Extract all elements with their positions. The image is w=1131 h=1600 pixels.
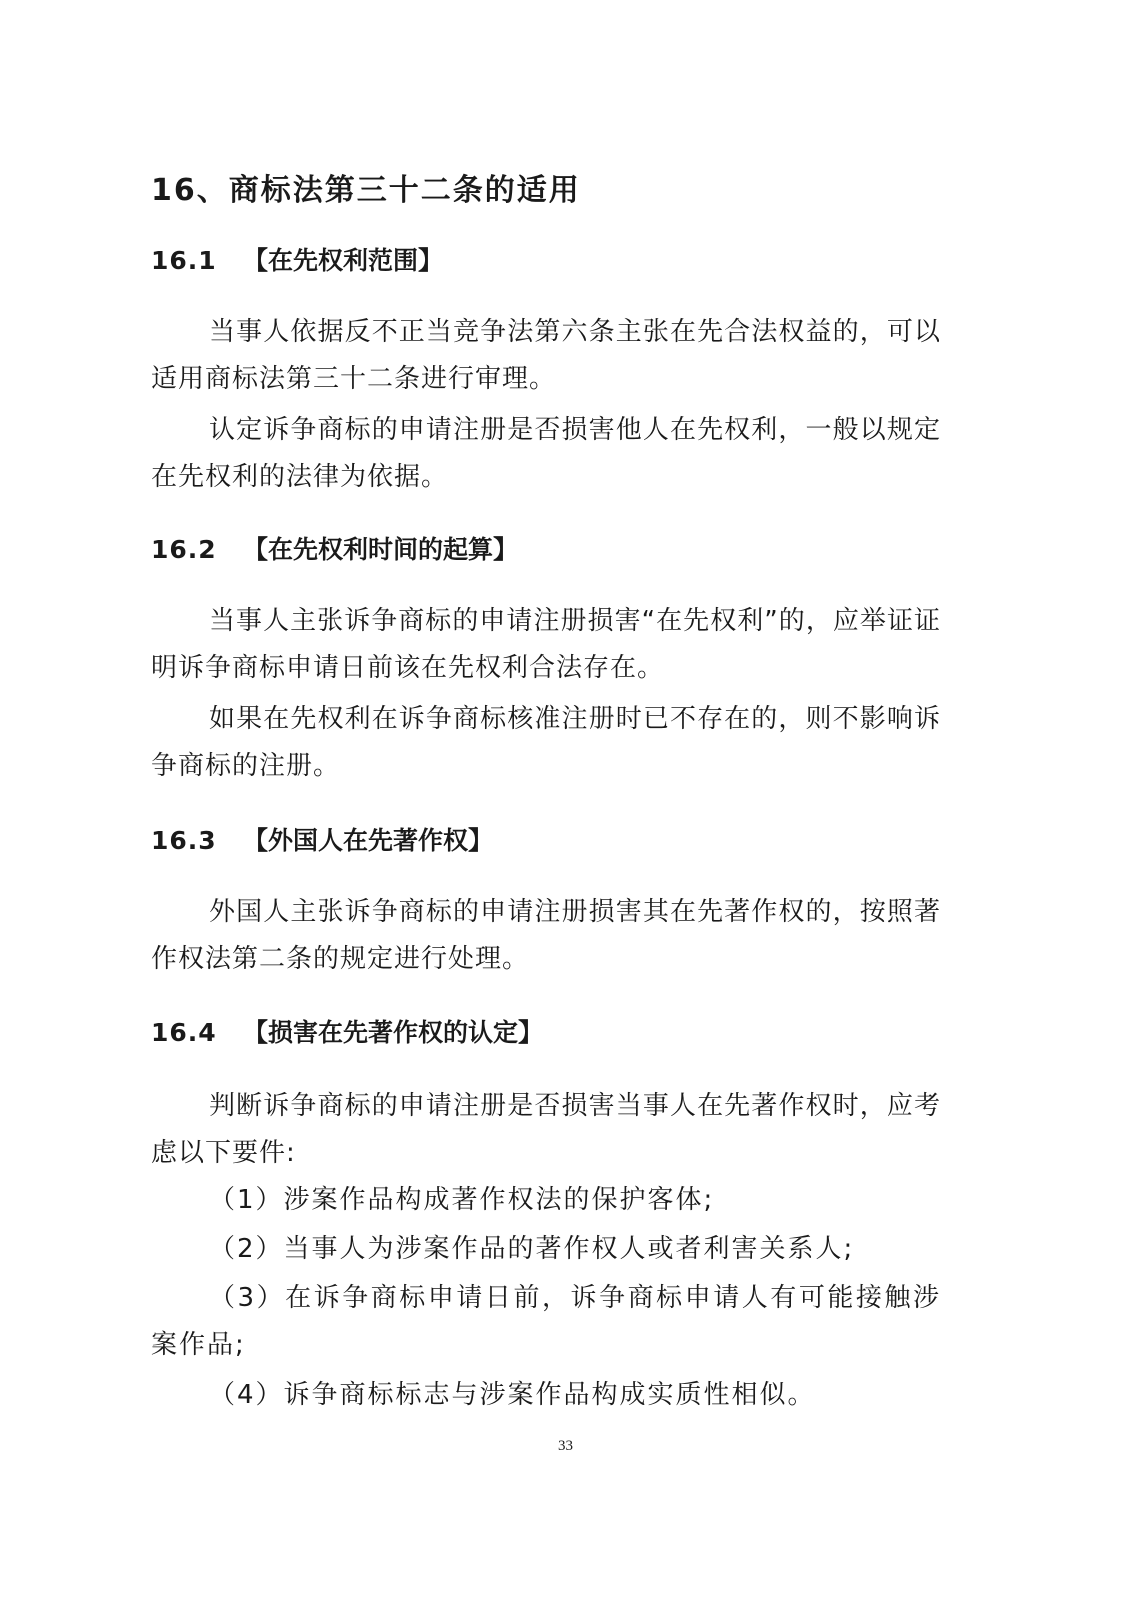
- paragraph: 认定诉争商标的申请注册是否损害他人在先权利，一般以规定在先权利的法律为依据。: [151, 415, 941, 492]
- subsection-title: 【在先权利范围】: [243, 246, 444, 275]
- list-item: （3）在诉争商标申请日前，诉争商标申请人有可能接触涉案作品;: [151, 1283, 941, 1360]
- subsection-title: 【在先权利时间的起算】: [243, 535, 519, 564]
- subsection-heading-16-3: [151, 824, 493, 858]
- paragraph: 当事人依据反不正当竞争法第六条主张在先合法权益的，可以适用商标法第三十二条进行审理。: [151, 317, 941, 394]
- subsection-heading-16-4: [151, 1016, 543, 1050]
- subsection-number: 16.2: [151, 535, 217, 564]
- paragraph: 如果在先权利在诉争商标核准注册时已不存在的，则不影响诉争商标的注册。: [151, 704, 941, 781]
- subsection-number: 16.3: [151, 826, 217, 855]
- paragraph: 当事人主张诉争商标的申请注册损害“在先权利”的，应举证证明诉争商标申请日前该在先权利合法存在。: [151, 606, 941, 683]
- list-item: （4）诉争商标标志与涉案作品构成实质性相似。: [209, 1380, 816, 1410]
- page-number: 33: [558, 1438, 573, 1454]
- subsection-number: 16.4: [151, 1018, 217, 1047]
- section-title: 16、商标法第三十二条的适用: [151, 173, 581, 208]
- subsection-title: 【损害在先著作权的认定】: [243, 1018, 544, 1047]
- subsection-title: 【外国人在先著作权】: [243, 826, 494, 855]
- subsection-heading-16-2: [151, 533, 518, 567]
- subsection-heading-16-1: [151, 244, 443, 278]
- list-item: （2）当事人为涉案作品的著作权人或者利害关系人;: [209, 1234, 855, 1264]
- paragraph: 判断诉争商标的申请注册是否损害当事人在先著作权时，应考虑以下要件:: [151, 1091, 941, 1168]
- paragraph: 外国人主张诉争商标的申请注册损害其在先著作权的，按照著作权法第二条的规定进行处理。: [151, 897, 941, 974]
- subsection-number: 16.1: [151, 246, 217, 275]
- list-item: （1）涉案作品构成著作权法的保护客体;: [209, 1185, 715, 1215]
